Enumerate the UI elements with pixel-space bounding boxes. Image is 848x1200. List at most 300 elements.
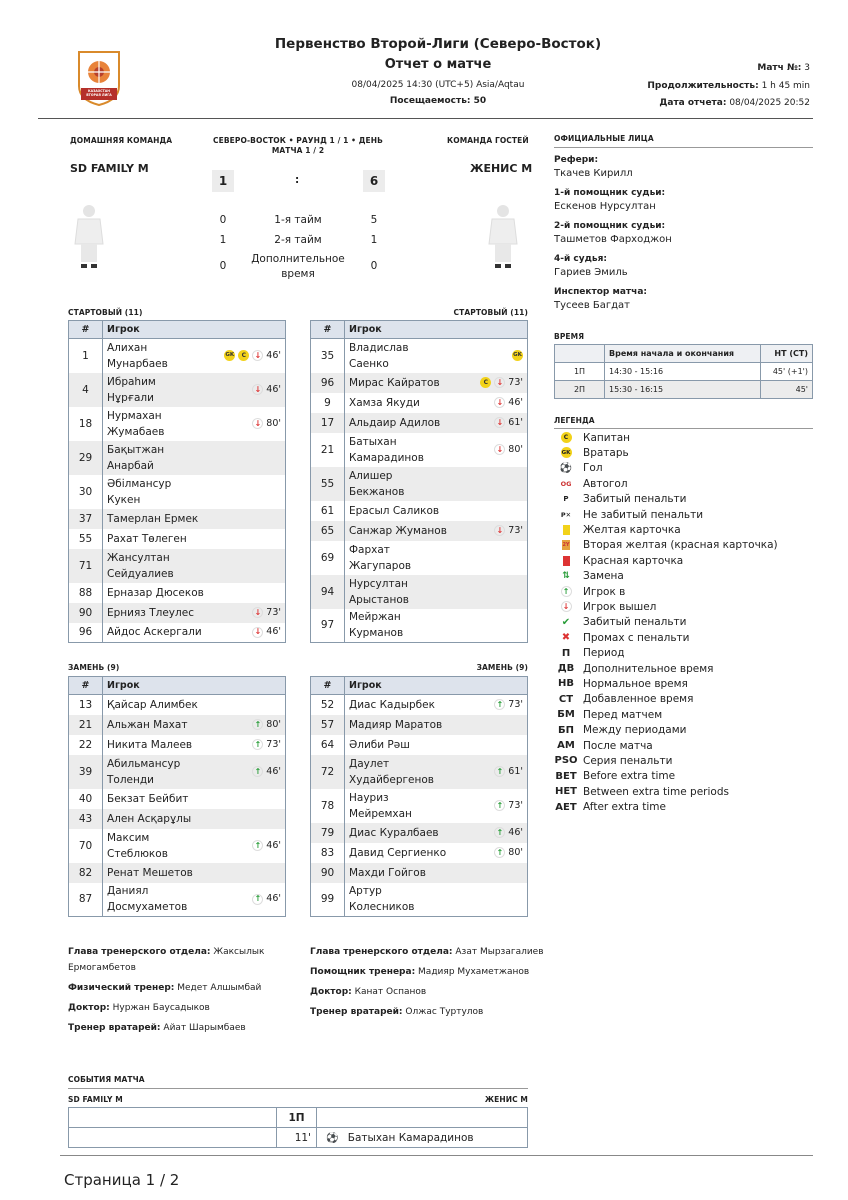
sub-minute: 46' [266, 839, 281, 851]
player-cell [103, 715, 286, 735]
player-row [311, 373, 528, 393]
player-number: 37 [69, 509, 103, 529]
player-number: 64 [311, 735, 345, 755]
legend-symbol-icon: БП [558, 724, 574, 736]
legend-label: Гол [583, 462, 603, 475]
sub-out-icon: ↓ [494, 377, 505, 388]
player-cell [103, 549, 286, 583]
sub-in-icon: ↑ [252, 766, 263, 777]
legend-item [556, 630, 689, 645]
player-name: Мейржан Курманов [349, 611, 404, 640]
league-logo [75, 50, 123, 106]
player-name: Айдос Аскергали [107, 626, 202, 639]
round-info: СЕВЕРО-ВОСТОК • РАУНД 1 / 1 • ДЕНЬ МАТЧА 1 / 2 [213, 136, 383, 155]
player-row [69, 441, 286, 475]
player-number: 21 [311, 433, 345, 467]
legend-item [556, 753, 672, 768]
player-row [69, 373, 286, 407]
events-title: СОБЫТИЯ МАТЧА [68, 1075, 145, 1084]
player-cell [103, 829, 286, 863]
player-number: 90 [69, 603, 103, 623]
sub-minute: 46' [266, 626, 281, 638]
player-name: Максим Стеблюков [107, 831, 168, 860]
player-cell [103, 373, 286, 407]
player-name: Фархат Жагупаров [349, 543, 412, 572]
away-team-label: КОМАНДА ГОСТЕЙ [447, 136, 529, 145]
player-cell [103, 735, 286, 755]
legend-label: Капитан [583, 431, 630, 444]
player-cell [103, 789, 286, 809]
player-number: 1 [69, 339, 103, 373]
player-number: 55 [69, 529, 103, 549]
legend-item [556, 538, 778, 553]
player-number: 71 [69, 549, 103, 583]
assistant-2-name: Ташметов Фарходжон [554, 234, 672, 245]
player-row [311, 715, 528, 735]
sub-out-icon: ↓ [494, 417, 505, 428]
col-player-header: Игрок [103, 677, 286, 695]
legend-label: Игрок вышел [583, 600, 657, 613]
sub-in-icon: ↑ [252, 840, 263, 851]
away-subs-label: ЗАМЕНЬ (9) [476, 663, 528, 672]
player-name: Альжан Махат [107, 718, 188, 731]
sub-out-icon: ↓ [252, 418, 263, 429]
player-row [69, 339, 286, 373]
time-title: ВРЕМЯ [554, 332, 585, 341]
player-cell [345, 575, 528, 609]
col-player-header: Игрок [103, 321, 286, 339]
legend-symbol-icon: ↑ [556, 586, 576, 597]
col-num-header: # [69, 677, 103, 695]
player-number: 65 [311, 521, 345, 541]
away-starting-label: СТАРТОВЫЙ (11) [453, 308, 528, 317]
legend-label: Игрок в [583, 585, 626, 598]
legend-item [556, 569, 624, 584]
legend-symbol-icon: ДВ [557, 663, 575, 674]
home-team-label: ДОМАШНЯЯ КОМАНДА [70, 136, 173, 145]
match-datetime: 08/04/2025 14:30 (UTC+5) Asia/Aqtau [351, 80, 525, 90]
player-cell [345, 373, 528, 393]
sub-minute: 80' [266, 417, 281, 429]
player-name: Алишер Бекжанов [349, 469, 405, 498]
player-cell [345, 823, 528, 843]
sub-out-icon: ↓ [252, 384, 263, 395]
sub-in-icon: ↑ [494, 800, 505, 811]
sub-in-icon: ↑ [252, 894, 263, 905]
player-row [311, 413, 528, 433]
player-number: 55 [311, 467, 345, 501]
score-separator: : [295, 174, 300, 186]
player-cell [345, 393, 528, 413]
home-starting-label: СТАРТОВЫЙ (11) [68, 308, 143, 317]
away-staff: Глава тренерского отдела: Азат Мырзагалиев Помощник тренера: Мадияр Мухаметжанов Доктор: Канат Оспанов Тренер вратарей: Олжас Туртулов [310, 947, 544, 1017]
player-row [69, 549, 286, 583]
player-name: Махди Гойгов [349, 866, 426, 879]
legend-item [556, 692, 693, 707]
events-away-team: ЖЕНИС М [484, 1095, 528, 1104]
sub-in-icon: ↑ [494, 699, 505, 710]
legend-divider [554, 428, 813, 429]
sub-minute: 73' [266, 738, 281, 750]
player-number: 83 [311, 843, 345, 863]
player-name: Даулет Худайбергенов [349, 757, 434, 786]
sub-minute: 46' [508, 826, 523, 838]
player-cell [345, 863, 528, 883]
player-number: 69 [311, 541, 345, 575]
player-row [311, 467, 528, 501]
player-name: Мадияр Маратов [349, 718, 443, 731]
player-row [311, 393, 528, 413]
away-team-name: ЖЕНИС М [470, 162, 533, 175]
officials-title: ОФИЦИАЛЬНЫЕ ЛИЦА [554, 134, 654, 143]
legend-label: Between extra time periods [583, 785, 729, 798]
legend-symbol-icon: НВ [558, 678, 574, 690]
player-row [69, 509, 286, 529]
player-cell [345, 735, 528, 755]
player-row [69, 407, 286, 441]
player-name: Мирас Кайратов [349, 376, 440, 389]
player-cell [345, 755, 528, 789]
player-cell [103, 883, 286, 917]
player-row [311, 735, 528, 755]
legend-item [556, 507, 703, 522]
player-row [311, 823, 528, 843]
player-row [311, 339, 528, 373]
sub-minute: 46' [266, 765, 281, 777]
legend-label: Серия пенальти [583, 754, 673, 767]
player-cell [103, 583, 286, 603]
away-period-2: 1 [370, 234, 378, 246]
goal-icon: ⚽ [326, 1132, 339, 1144]
player-name: Диас Кадырбек [349, 698, 435, 711]
home-extra-time: 0 [219, 260, 227, 272]
legend-label: Вратарь [583, 446, 629, 459]
events-divider [68, 1088, 528, 1089]
legend-symbol-icon: ✖ [561, 632, 571, 644]
player-number: 57 [311, 715, 345, 735]
player-cell [345, 339, 528, 373]
legend-label: Автогол [583, 477, 628, 490]
legend-symbol-icon: P [563, 495, 569, 504]
sub-minute: 73' [508, 799, 523, 811]
player-row [311, 789, 528, 823]
player-cell [345, 541, 528, 575]
player-row [69, 715, 286, 735]
home-period-2: 1 [219, 234, 227, 246]
player-row [69, 475, 286, 509]
legend-label: После матча [583, 739, 653, 752]
player-row [311, 575, 528, 609]
away-kit-icon [486, 204, 520, 270]
page-subtitle: Отчет о матче [384, 57, 492, 72]
legend-item [556, 461, 603, 476]
sub-minute: 46' [266, 893, 281, 905]
event-row [69, 1128, 528, 1148]
player-name: Ренат Мешетов [107, 866, 193, 879]
player-number: 70 [69, 829, 103, 863]
player-row [69, 735, 286, 755]
goalkeeper-icon: GK [512, 350, 523, 361]
legend-symbol-icon: СТ [558, 693, 574, 705]
player-name: Артур Колесников [349, 885, 415, 914]
events-period: 1П [277, 1108, 317, 1128]
home-period-1: 0 [219, 214, 227, 226]
attendance: Посещаемость: 50 [389, 96, 487, 106]
page-number: Страница 1 / 2 [64, 1171, 180, 1189]
player-name: Жансултан Сейдуалиев [107, 551, 174, 580]
player-number: 22 [69, 735, 103, 755]
sub-in-icon: ↑ [494, 827, 505, 838]
player-name: Диас Куралбаев [349, 826, 439, 839]
player-row [311, 501, 528, 521]
player-row [311, 521, 528, 541]
legend-item [556, 738, 653, 753]
player-cell [345, 521, 528, 541]
player-number: 99 [311, 883, 345, 917]
player-cell [345, 843, 528, 863]
match-duration: Продолжительность: 1 h 45 min [647, 81, 810, 91]
captain-icon: C [480, 377, 491, 388]
legend-label: Дополнительное время [583, 662, 714, 675]
player-number: 96 [311, 373, 345, 393]
sub-minute: 61' [508, 416, 523, 428]
player-cell [345, 413, 528, 433]
sub-minute: 46' [508, 396, 523, 408]
legend-label: After extra time [583, 801, 666, 814]
match-inspector-name: Тусеев Багдат [554, 300, 631, 311]
assistant-1-name: Ескенов Нурсултан [554, 201, 656, 212]
legend-symbol-icon: R [564, 557, 568, 564]
player-row [311, 541, 528, 575]
legend-symbol-icon: ⇅ [562, 571, 570, 582]
period-1-label: 1-я тайм [274, 214, 322, 226]
legend-symbol-icon: ↓ [556, 601, 576, 612]
legend-symbol-icon: ⚽ [559, 462, 573, 474]
player-cell [345, 789, 528, 823]
legend-title: ЛЕГЕНДА [554, 416, 595, 425]
home-subs-label: ЗАМЕНЬ (9) [68, 663, 120, 672]
player-cell [103, 603, 286, 623]
legend-symbol-icon: AET [555, 801, 577, 813]
player-row [69, 883, 286, 917]
player-row [69, 529, 286, 549]
player-number: 61 [311, 501, 345, 521]
col-num-header: # [69, 321, 103, 339]
legend-symbol-icon: GK [556, 447, 576, 458]
player-cell [103, 529, 286, 549]
legend-symbol-icon: PSO [554, 755, 578, 767]
sub-in-icon: ↑ [252, 739, 263, 750]
player-name: Әлиби Рәш [349, 738, 410, 751]
legend-symbol-icon: HET [554, 786, 578, 798]
goalkeeper-icon: GK [224, 350, 235, 361]
player-row [69, 583, 286, 603]
player-cell [345, 695, 528, 715]
player-row [311, 883, 528, 917]
legend-symbol-icon: БМ [557, 709, 575, 721]
page-title: Первенство Второй-Лиги (Северо-Восток) [274, 36, 602, 52]
home-team-name: SD FAMILY M [70, 162, 149, 175]
col-player-header: Игрок [345, 677, 528, 695]
player-name: Санжар Жуманов [349, 524, 447, 537]
player-number: 90 [311, 863, 345, 883]
player-name: Ернияз Тлеулес [107, 606, 194, 619]
col-num-header: # [311, 321, 345, 339]
player-cell [103, 755, 286, 789]
player-cell [103, 441, 286, 475]
player-number: 78 [311, 789, 345, 823]
player-cell [103, 863, 286, 883]
legend-label: Не забитый пенальти [583, 508, 704, 521]
player-number: 97 [311, 609, 345, 643]
sub-minute: 80' [508, 846, 523, 858]
sub-out-icon: ↓ [494, 525, 505, 536]
legend-symbol-icon: ✔ [561, 616, 571, 628]
sub-in-icon: ↑ [494, 766, 505, 777]
player-cell [103, 695, 286, 715]
player-number: 35 [311, 339, 345, 373]
legend-item [556, 615, 687, 630]
legend-label: Вторая желтая (красная карточка) [583, 539, 778, 552]
player-cell [103, 809, 286, 829]
player-number: 88 [69, 583, 103, 603]
player-row [311, 843, 528, 863]
legend-label: Период [583, 647, 625, 660]
player-number: 52 [311, 695, 345, 715]
player-name: Ерназар Дюсеков [107, 586, 204, 599]
fourth-official-name: Гариев Эмиль [554, 267, 628, 278]
player-number: 21 [69, 715, 103, 735]
away-extra-time: 0 [370, 260, 378, 272]
sub-in-icon: ↑ [252, 719, 263, 730]
player-row [69, 809, 286, 829]
player-name: Ерасыл Саликов [349, 504, 440, 517]
sub-minute: 80' [508, 443, 523, 455]
sub-minute: 73' [508, 524, 523, 536]
player-number: 13 [69, 695, 103, 715]
player-row [311, 755, 528, 789]
player-name: Хамза Якуди [349, 396, 420, 409]
player-cell [345, 433, 528, 467]
sub-minute: 80' [266, 718, 281, 730]
player-name: Ибраhим Нұрғали [107, 375, 156, 404]
legend-symbol-icon: P✕ [560, 510, 572, 519]
col-num-header: # [311, 677, 345, 695]
legend-item [556, 723, 686, 738]
away-starting-table [310, 320, 528, 643]
player-row [311, 863, 528, 883]
player-name: Владислав Саенко [349, 341, 409, 370]
legend-item [556, 646, 625, 661]
event-minute: 11' [277, 1128, 317, 1148]
player-row [69, 755, 286, 789]
event-player: Батыхан Камарадинов [347, 1131, 474, 1144]
player-row [69, 623, 286, 643]
legend-label: Добавленное время [583, 693, 694, 706]
home-score: 1 [212, 170, 234, 192]
player-cell [345, 883, 528, 917]
player-cell [103, 509, 286, 529]
events-home-team: SD FAMILY M [68, 1095, 123, 1104]
sub-out-icon: ↓ [252, 627, 263, 638]
legend-symbol-icon: АМ [557, 740, 575, 751]
player-cell [345, 715, 528, 735]
legend-item [556, 553, 683, 568]
player-row [311, 433, 528, 467]
player-name: Альдаир Адилов [349, 416, 441, 429]
legend-symbol-icon: C [556, 432, 576, 443]
player-number: 87 [69, 883, 103, 917]
sub-out-icon: ↓ [494, 444, 505, 455]
away-subs-table [310, 676, 528, 917]
away-period-1: 5 [370, 214, 378, 226]
player-number: 79 [311, 823, 345, 843]
player-number: 43 [69, 809, 103, 829]
player-name: Тамерлан Ермек [107, 512, 199, 525]
extra-time-label: Дополнительное время [251, 253, 345, 280]
player-cell [345, 609, 528, 643]
legend-item [556, 661, 713, 676]
player-number: 29 [69, 441, 103, 475]
player-name: Қайсар Алимбек [107, 698, 198, 711]
player-name: Науриз Мейремхан [349, 791, 412, 820]
player-row [311, 695, 528, 715]
player-number: 40 [69, 789, 103, 809]
player-number: 72 [311, 755, 345, 789]
legend-symbol-icon: 2Y [562, 542, 570, 549]
player-cell [345, 501, 528, 521]
player-name: Абильмансур Толенди [107, 757, 181, 786]
player-row [69, 789, 286, 809]
player-number: 18 [69, 407, 103, 441]
player-row [69, 603, 286, 623]
sub-minute: 46' [266, 383, 281, 395]
player-number: 30 [69, 475, 103, 509]
events-table [68, 1107, 528, 1148]
footer-divider [60, 1155, 813, 1156]
legend-item [556, 800, 666, 815]
legend-item [556, 492, 687, 507]
legend-item [556, 676, 688, 691]
sub-out-icon: ↓ [252, 607, 263, 618]
player-cell [103, 407, 286, 441]
player-name: Алихан Мунарбаев [107, 341, 168, 370]
legend-symbol-icon: OG [560, 479, 572, 488]
player-cell [345, 467, 528, 501]
player-name: Батыхан Камарадинов [349, 435, 424, 464]
sub-minute: 73' [508, 698, 523, 710]
player-name: Бекзат Бейбит [107, 792, 189, 805]
player-row [311, 609, 528, 643]
legend-item [556, 707, 662, 722]
player-number: 82 [69, 863, 103, 883]
sub-minute: 73' [508, 376, 523, 388]
report-date: Дата отчета: 08/04/2025 20:52 [659, 98, 810, 108]
player-name: Никита Малеев [107, 738, 193, 751]
header-divider [38, 118, 813, 119]
player-name: Рахат Төлеген [107, 532, 187, 545]
home-starting-table [68, 320, 286, 643]
legend-item [556, 430, 630, 445]
sub-minute: 61' [508, 765, 523, 777]
referee-name: Ткачев Кирилл [554, 168, 633, 179]
officials-list: Рефери: Ткачев Кирилл 1-й помощник судьи: Ескенов Нурсултан 2-й помощник судьи: Ташметов Фарходжон 4-й судья: Гариев Эмиль Инспектор матча: Тусеев Багдат [554, 155, 672, 311]
player-cell [103, 475, 286, 509]
sub-minute: 46' [266, 349, 281, 361]
logo-text: КАЗАХСТАН ВТОРАЯ ЛИГА [86, 89, 112, 97]
player-name: Ален Асқарұлы [107, 812, 192, 825]
legend-label: Before extra time [583, 770, 676, 783]
